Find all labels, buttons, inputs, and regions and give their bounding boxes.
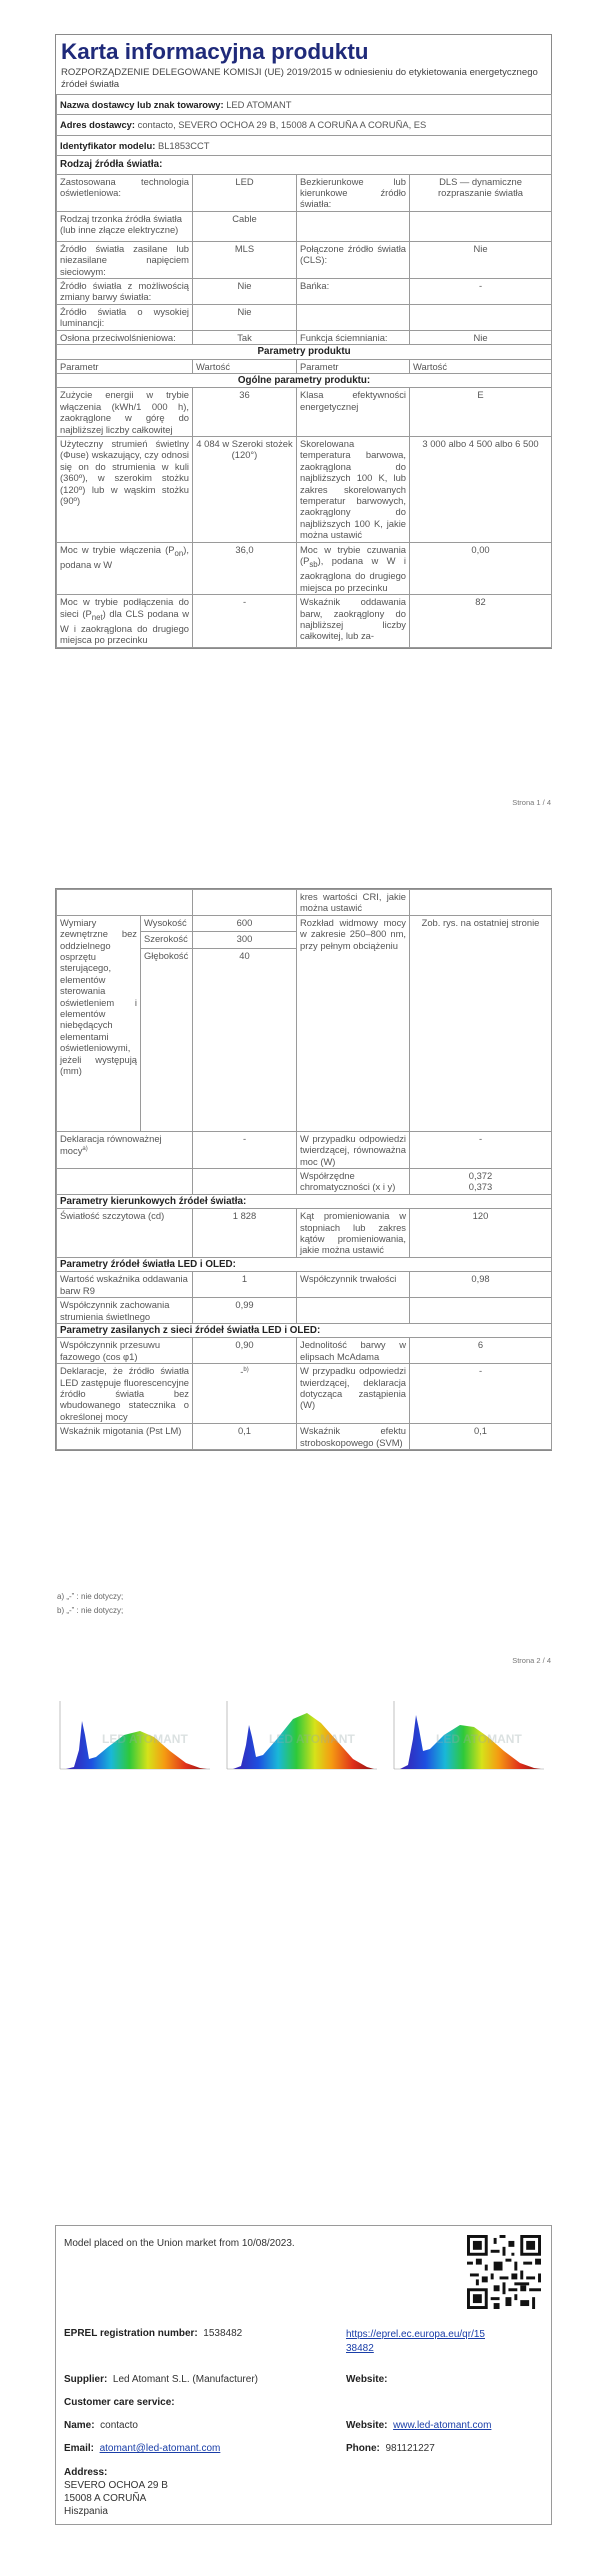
- table-row: [57, 1169, 552, 1195]
- param-label: Źródło światła zasilane lub niezasilane napięciem sieciowym:: [57, 241, 193, 278]
- table-row: [57, 1272, 552, 1298]
- param-label: Deklaracja równoważnej mocy$^{a)}$: [57, 1131, 193, 1168]
- param-label: Bezkierunkowe lub kierunkowe źródło światła:: [297, 174, 410, 211]
- param-label: Wskaźnik efektu stroboskopowego (SVM): [297, 1424, 410, 1450]
- type-header: Rodzaj źródła światła:: [57, 156, 552, 174]
- param-label: Połączone źródło światła (CLS):: [297, 241, 410, 278]
- spectrum-chart-6500k: [386, 1695, 548, 1775]
- general-header: Ogólne parametry produktu:: [57, 373, 552, 387]
- customer-care-label: Customer care service:: [64, 2397, 175, 2408]
- param-label: Współczynnik zachowania strumienia świetlnego: [57, 1298, 193, 1324]
- column-header: Parametr: [297, 359, 410, 373]
- param-value: 0,90: [193, 1338, 297, 1364]
- page-number: Strona 1 / 4: [512, 798, 551, 807]
- table-row: [57, 1338, 552, 1364]
- table-row: [57, 915, 552, 932]
- param-label: Kąt promieniowania w stopniach lub zakres kątów promieniowania, jakie można ustawić: [297, 1209, 410, 1258]
- table-row: [57, 279, 552, 305]
- param-value: 82: [410, 595, 552, 648]
- eprel-link-cont[interactable]: 38482: [346, 2343, 374, 2354]
- address-value: contacto, SEVERO OCHOA 29 B, 15008 A CORUÑA A CORUÑA, ES: [137, 119, 427, 131]
- param-value: MLS: [193, 241, 297, 278]
- eprel-reg-value: 1538482: [203, 2328, 243, 2339]
- dimension-value: 40: [193, 948, 297, 1131]
- section-header-row: [57, 1194, 552, 1208]
- param-value: 3 000 albo 4 500 albo 6 500: [410, 436, 552, 542]
- param-label: Jednolitość barwy w elipsach McAdama: [297, 1338, 410, 1364]
- param-label: Zastosowana technologia oświetleniowa:: [57, 174, 193, 211]
- column-header: Parametr: [57, 359, 193, 373]
- supplier-value: Led Atomant S.L. (Manufacturer): [112, 2374, 258, 2385]
- param-value: LED: [193, 174, 297, 211]
- param-value: -$^{b)}$: [193, 1364, 297, 1424]
- table-row: [57, 436, 552, 542]
- table-row: [57, 595, 552, 648]
- param-value: -: [410, 1364, 552, 1424]
- eprel-info-box: [55, 2225, 552, 2525]
- dimension-name: Głębokość: [141, 948, 193, 1131]
- param-label: [297, 1298, 410, 1324]
- param-value: 0,1: [193, 1424, 297, 1450]
- product-sheet-page-1: [55, 34, 552, 649]
- param-label: [297, 304, 410, 330]
- param-value: 4 084 w Szeroki stożek (120°): [193, 436, 297, 542]
- address-line: SEVERO OCHOA 29 B: [64, 2480, 168, 2491]
- param-value: Nie: [410, 241, 552, 278]
- param-value: 6: [410, 1338, 552, 1364]
- table-row: [57, 1298, 552, 1324]
- watermark: LED ATOMANT: [269, 1732, 355, 1746]
- footnote-a: a) „-” : nie dotyczy;: [57, 1592, 124, 1601]
- model-label: Identyfikator modelu:: [60, 139, 156, 151]
- table-row: [57, 1131, 552, 1168]
- params-header-row: [57, 345, 552, 359]
- param-value: DLS — dynamiczne rozpraszanie światła: [410, 174, 552, 211]
- section-header: Parametry zasilanych z sieci źródeł światła LED i OLED:: [57, 1323, 552, 1337]
- param-label: Źródło światła o wysokiej luminancji:: [57, 304, 193, 330]
- section-header: Parametry kierunkowych źródeł światła:: [57, 1194, 552, 1208]
- param-label: Rozkład widmowy mocy w zakresie 250–800 nm, przy pełnym obciążeniu: [297, 915, 410, 1131]
- param-label: Współczynnik trwałości: [297, 1272, 410, 1298]
- param-label: Współczynnik przesuwu fazowego (cos φ1): [57, 1338, 193, 1364]
- column-header-row: [57, 359, 552, 373]
- param-value: 0,98: [410, 1272, 552, 1298]
- table-row: [57, 1209, 552, 1258]
- email-label: Email:: [64, 2443, 95, 2454]
- param-value: 36: [193, 388, 297, 437]
- email-link[interactable]: atomant@led-atomant.com: [99, 2443, 221, 2454]
- supplier-row: [57, 95, 552, 115]
- param-value: 0,372 0,373: [410, 1169, 552, 1195]
- param-value: 36,0: [193, 542, 297, 595]
- column-header: Wartość: [193, 359, 297, 373]
- phone-value: 981121227: [385, 2443, 435, 2454]
- supplier-label: Nazwa dostawcy lub znak towarowy:: [60, 99, 224, 110]
- table-row: [57, 330, 552, 344]
- type-header-row: [57, 156, 552, 174]
- param-value: Tak: [193, 330, 297, 344]
- param-value: [410, 211, 552, 241]
- table-row: [57, 542, 552, 595]
- table-row: [57, 304, 552, 330]
- address-row: [57, 115, 552, 135]
- eprel-link[interactable]: https://eprel.ec.europa.eu/qr/15: [346, 2329, 485, 2340]
- supplier-label: Supplier:: [64, 2374, 108, 2385]
- param-label: kres wartości CRI, jakie można ustawić: [297, 890, 410, 916]
- name-label: Name:: [64, 2420, 95, 2431]
- param-label: Światłość szczytowa (cd): [57, 1209, 193, 1258]
- param-value: [410, 304, 552, 330]
- param-value: -: [193, 1131, 297, 1168]
- param-value: [410, 1298, 552, 1324]
- page-number: Strona 2 / 4: [512, 1656, 551, 1665]
- param-value: 1 828: [193, 1209, 297, 1258]
- param-label: Wskaźnik migotania (Pst LM): [57, 1424, 193, 1450]
- page-title: Karta informacyjna produktu: [61, 39, 369, 64]
- section-header: Parametry źródeł światła LED i OLED:: [57, 1257, 552, 1271]
- dimension-value: 300: [193, 932, 297, 949]
- address-line: Hiszpania: [64, 2506, 108, 2517]
- param-label: Deklaracje, że źródło światła LED zastępuje fluorescencyjne źródło światła bez wbudowanego statecznika o określonej mocy: [57, 1364, 193, 1424]
- general-header-row: [57, 373, 552, 387]
- param-value: Nie: [193, 279, 297, 305]
- params-header: Parametry produktu: [57, 345, 552, 359]
- phone-label: Phone:: [346, 2443, 380, 2454]
- param-value: 0,99: [193, 1298, 297, 1324]
- address-line: 15008 A CORUÑA: [64, 2493, 147, 2504]
- param-value: Cable: [193, 211, 297, 241]
- table-row: [57, 211, 552, 241]
- product-sheet-page-2: [55, 888, 552, 1451]
- table-row: [57, 174, 552, 211]
- watermark: LED ATOMANT: [436, 1732, 522, 1746]
- param-value: 120: [410, 1209, 552, 1258]
- param-label: Skorelowana temperatura barwowa, zaokrąglona do najbliższych 100 K, lub zakres skorelowanych temperatur barwowych, zaokrąglony do najbliższych 100 K, jakie można ustawić: [297, 436, 410, 542]
- param-label: Klasa efektywności energetycznej: [297, 388, 410, 437]
- table-row: [57, 388, 552, 437]
- section-header-row: [57, 1323, 552, 1337]
- table-row: [57, 890, 552, 916]
- address-label: Adres dostawcy:: [60, 119, 136, 131]
- param-value: -: [193, 595, 297, 648]
- product-info-table: [56, 94, 552, 648]
- website-label: Website:: [346, 2374, 388, 2385]
- param-label: Moc w trybie włączenia $(P_{on})$, podana w W: [57, 542, 193, 595]
- model-row: [57, 135, 552, 155]
- column-header: Wartość: [410, 359, 552, 373]
- param-value: Nie: [193, 304, 297, 330]
- table-row: [57, 241, 552, 278]
- section-header-row: [57, 1257, 552, 1271]
- supplier-value: LED ATOMANT: [226, 99, 292, 110]
- param-value: -: [410, 1131, 552, 1168]
- param-label: Źródło światła z możliwością zmiany barwy światła:: [57, 279, 193, 305]
- table-row: [57, 1364, 552, 1424]
- address-label: Address:: [64, 2467, 108, 2478]
- param-label: [297, 211, 410, 241]
- dimension-value: 600: [193, 915, 297, 932]
- regulation-subtitle: ROZPORZĄDZENIE DELEGOWANE KOMISJI (UE) 2019/2015 w odniesieniu do etykietowania energetycznego źródeł światła: [61, 67, 538, 90]
- param-value: Zob. rys. na ostatniej stronie: [410, 915, 552, 1131]
- watermark: LED ATOMANT: [102, 1732, 188, 1746]
- param-label-note: (lub inne złącze elektryczne): [60, 224, 179, 236]
- name-value: contacto: [100, 2420, 138, 2431]
- param-value: 0,1: [410, 1424, 552, 1450]
- spectrum-chart-3000k: [52, 1695, 214, 1775]
- param-value: Nie: [410, 330, 552, 344]
- footnote-b: b) „-” : nie dotyczy;: [57, 1606, 124, 1615]
- param-label: Bańka:: [297, 279, 410, 305]
- product-info-table: [56, 889, 552, 1450]
- param-value: 0,00: [410, 542, 552, 595]
- param-label: Współrzędne chromatyczności (x i y): [297, 1169, 410, 1195]
- param-value: 1: [193, 1272, 297, 1298]
- param-label: Funkcja ściemniania:: [297, 330, 410, 344]
- param-label: Użyteczny strumień świetlny (Φuse) wskazujący, czy odnosi się on do strumienia w kuli (360º), w szerokim stożku (120º) lub w wąskim stożku (90º): [57, 436, 193, 542]
- param-label: Moc w trybie podłączenia do sieci $(P_{net})$ dla CLS podana w W i zaokrąglona do drugiego miejsca po przecinku: [57, 595, 193, 648]
- param-value: -: [410, 279, 552, 305]
- param-label: Wartość wskaźnika oddawania barw R9: [57, 1272, 193, 1298]
- param-label: W przypadku odpowiedzi twierdzącej, równoważna moc (W): [297, 1131, 410, 1168]
- qr-code-icon[interactable]: [467, 2235, 541, 2309]
- dimensions-label: Wymiary zewnętrzne bez oddzielnego osprzętu sterującego, elementów sterowania oświetleniem i elementów niebędących elementami oświetleniowymi, jeżeli występują (mm): [57, 915, 141, 1131]
- website-link[interactable]: www.led-atomant.com: [393, 2420, 492, 2431]
- param-label: Wskaźnik oddawania barw, zaokrąglony do najbliższej liczby całkowitej, lub za-: [297, 595, 410, 648]
- website2-label: Website:: [346, 2420, 388, 2431]
- table-row: [57, 1424, 552, 1450]
- param-value: E: [410, 388, 552, 437]
- param-label: Zużycie energii w trybie włączenia (kWh/1 000 h), zaokrąglone w górę do najbliższej liczby całkowitej: [57, 388, 193, 437]
- param-label: Rodzaj trzonka źródła światła: [60, 212, 182, 224]
- param-label: W przypadku odpowiedzi twierdzącej, deklaracja dotycząca zastąpienia (W): [297, 1364, 410, 1424]
- dimension-name: Szerokość: [141, 932, 193, 949]
- param-label: Osłona przeciwolśnieniowa:: [57, 330, 193, 344]
- footnote: [57, 1590, 123, 1618]
- dimension-name: Wysokość: [141, 915, 193, 932]
- model-value: BL1853CCT: [157, 139, 210, 151]
- eprel-reg-label: EPREL registration number:: [64, 2328, 198, 2339]
- spectrum-chart-4500k: [219, 1695, 381, 1775]
- placed-on-market: Model placed on the Union market from 10/08/2023.: [64, 2238, 295, 2249]
- param-label: Moc w trybie czuwania $(P_{sb})$, podana w W i zaokrąglona do drugiego miejsca po przecinku: [297, 542, 410, 595]
